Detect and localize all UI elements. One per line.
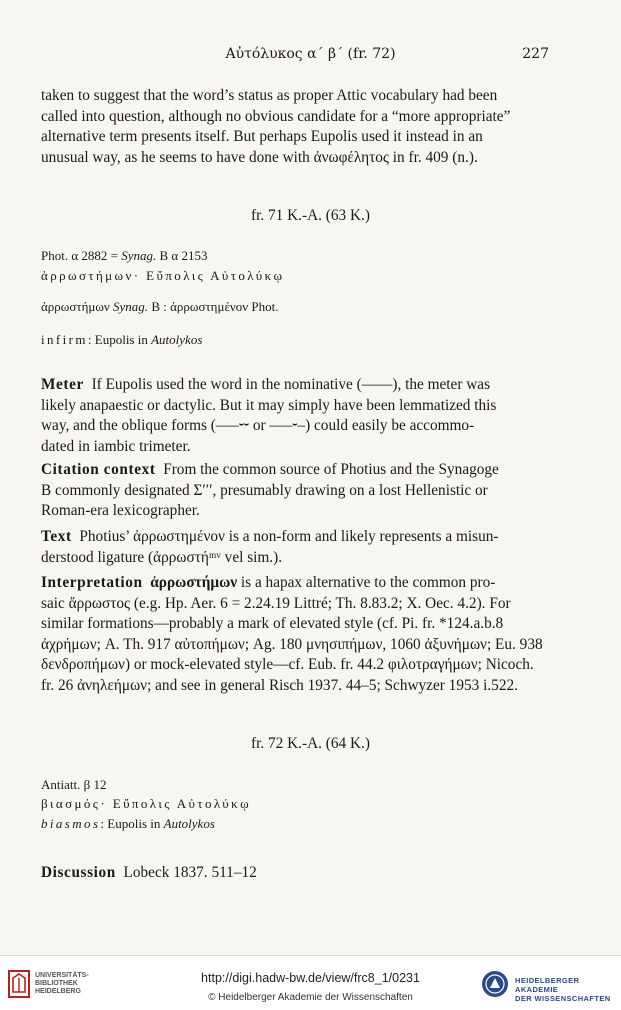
translation-word: biasmos: [41, 816, 101, 831]
citation-line: From the common source of Photius and the Synagoge: [163, 461, 499, 478]
translation-rest: : Eupolis in: [87, 332, 152, 347]
citation-label: Citation context: [41, 461, 156, 478]
academy-name-line: HEIDELBERGER AKADEMIE: [515, 976, 580, 994]
apparatus-synag: Synag.: [113, 299, 149, 314]
library-name-line: UNIVERSITÄTS-: [35, 972, 89, 979]
copyright-notice: © Heidelberger Akademie der Wissenschaften: [208, 992, 413, 1003]
text-line: Photius’ ἀρρωστημένον is a non-form and likely represents a misun-: [79, 528, 499, 545]
intro-line: alternative term presents itself. But perhaps Eupolis used it instead in an: [41, 128, 483, 146]
intro-line: unusual way, as he seems to have done with ἀνωφέλητος in fr. 409 (n.).: [41, 148, 478, 166]
interpretation-line: saic ἄρρωστος (e.g. Hp. Aer. 6 = 2.24.19 Littré; Th. 8.83.2; X. Oec. 4.2). For: [41, 594, 511, 612]
fr72-greek-text: βιασμός· Εὔπολις Αὐτολύκῳ: [41, 796, 252, 811]
meter-section: [41, 375, 551, 457]
text-label: Text: [41, 528, 72, 545]
interpretation-line: is a hapax alternative to the common pro-: [237, 574, 496, 591]
translation-rest: : Eupolis in: [100, 816, 164, 831]
discussion-section: [41, 863, 551, 884]
viewer-footer: [0, 955, 621, 1010]
meter-line: If Eupolis used the word in the nominative (––––), the meter was: [91, 376, 491, 393]
source-text: Phot. α 2882 =: [41, 248, 122, 263]
meter-line: dated in iambic trimeter.: [41, 437, 191, 455]
fr72-source: Antiatt. β 12: [41, 777, 107, 792]
translation-word: infirm: [41, 332, 88, 347]
text-line: derstood ligature (ἀρρωστήᵐᵛ vel sim.).: [41, 548, 283, 566]
interpretation-label: Interpretation: [41, 574, 143, 591]
library-name-line: HEIDELBERG: [35, 988, 81, 995]
interpretation-line: δενδροπήμων) or mock-elevated style—cf. Eub. fr. 44.2 φιλοτραγήμων; Nicoch.: [41, 656, 534, 674]
meter-label: Meter: [41, 376, 84, 393]
fragment-72-heading: fr. 72 K.-A. (64 K.): [251, 735, 370, 752]
fr71-greek-text: ἀρρωστήμων· Εὔπολις Αὐτολύκῳ: [41, 268, 285, 283]
fr71-translation: [41, 330, 202, 349]
citation-line: Roman-era lexicographer.: [41, 502, 200, 520]
text-section: [41, 527, 551, 568]
translation-title: Autolykos: [151, 332, 203, 347]
interpretation-section: [41, 573, 551, 697]
apparatus-lemma: ἀρρωστήμων: [41, 299, 114, 314]
permalink-text[interactable]: http://digi.hadw-bw.de/view/frc8_1/0231: [201, 971, 420, 985]
translation-title: Autolykos: [163, 816, 215, 831]
source-rest: B α 2153: [156, 248, 208, 263]
page-number: 227: [522, 46, 549, 62]
apparatus-rest: B : ἀρρωστημένον Phot.: [148, 299, 279, 314]
meter-line: way, and the oblique forms (–––⏑⏑ or –––⏑–) could easily be accommo-: [41, 417, 475, 435]
library-name-line: BIBLIOTHEK: [35, 980, 78, 987]
interpretation-line: ἀχρήμων; A. Th. 917 αὐτοπήμων; Ag. 180 μνησιπήμων, 1060 ἀξυνήμων; Eu. 938: [41, 635, 543, 653]
academy-logo-icon: [481, 970, 509, 998]
citation-line: B commonly designated Σ′′′, presumably drawing on a lost Hellenistic or: [41, 481, 488, 499]
source-synag: Synag.: [121, 248, 157, 263]
interpretation-line: fr. 26 ἀνηλεήμων; and see in general Risch 1937. 44–5; Schwyzer 1953 i.522.: [41, 676, 518, 694]
running-head-title: Αὐτόλυκος α΄ β΄ (fr. 72): [225, 46, 396, 62]
interpretation-lemma: ἀρρωστήμων: [150, 574, 238, 591]
academy-name: [515, 976, 621, 1003]
intro-paragraph: [41, 86, 551, 168]
fragment-71-heading: fr. 71 K.-A. (63 K.): [251, 207, 370, 224]
citation-section: [41, 460, 551, 522]
intro-line: called into question, although no obvious candidate for a “more appropriate”: [41, 107, 511, 125]
fr72-translation: [41, 814, 215, 833]
discussion-text: Lobeck 1837. 511–12: [123, 864, 257, 881]
discussion-label: Discussion: [41, 864, 116, 881]
interpretation-line: similar formations—probably a mark of elevated style (cf. Pi. fr. *124.a.b.8: [41, 615, 504, 633]
fr71-source: [41, 246, 208, 265]
fr71-apparatus: [41, 297, 279, 316]
academy-name-line: DER WISSENSCHAFTEN: [515, 994, 611, 1003]
meter-line: likely anapaestic or dactylic. But it may simply have been lemmatized this: [41, 396, 497, 414]
intro-line: taken to suggest that the word’s status as proper Attic vocabulary had been: [41, 87, 498, 104]
